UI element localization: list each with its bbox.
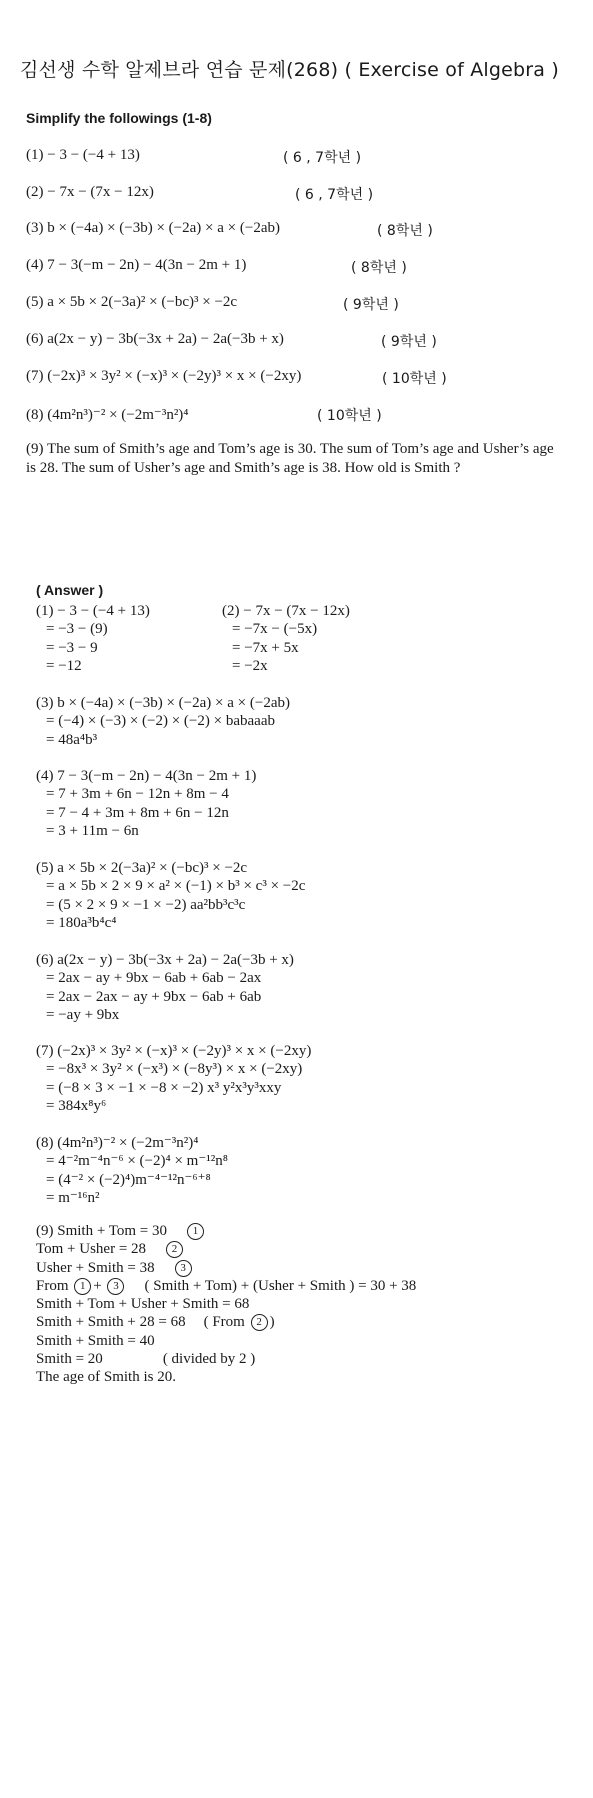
answer-step: = −3 − 9 (46, 639, 98, 656)
grade-label: ( 8학년 ) (351, 260, 407, 276)
answer-8 (36, 1134, 228, 1207)
answer-step: = (4⁻² × (−2)⁴)m⁻⁴⁻¹²n⁻⁶⁺⁸ (46, 1171, 211, 1188)
circled-number-2: 2 (166, 1241, 183, 1258)
circled-number-1: 1 (74, 1278, 91, 1295)
problem-expression: a(2x − y) − 3b(−3x + 2a) − 2a(−3b + x) (47, 331, 284, 347)
solution-line (36, 1350, 416, 1368)
grade-label: ( 10학년 ) (382, 371, 447, 387)
problem-label: (6) (26, 331, 44, 347)
problem-expression: (−2x)³ × 3y² × (−x)³ × (−2y)³ × x × (−2xy) (47, 368, 302, 384)
answer-head: (1) − 3 − (−4 + 13) (36, 603, 150, 619)
answer-step: = −12 (46, 657, 82, 674)
note-divided: ( divided by 2 ) (162, 1351, 256, 1368)
problem-expression: b × (−4a) × (−3b) × (−2a) × a × (−2ab) (47, 220, 280, 236)
answer-step: = 2ax − ay + 9bx − 6ab + 6ab − 2ax (46, 970, 262, 987)
problem-expression: a × 5b × 2(−3a)² × (−bc)³ × −2c (47, 294, 238, 310)
problem-label: (8) (26, 407, 44, 423)
note-from: ( From (203, 1314, 245, 1331)
grade-label: ( 6 , 7학년 ) (295, 187, 374, 203)
problem-label: (7) (26, 368, 44, 384)
answer-4 (36, 767, 256, 840)
answer-head: (4) 7 − 3(−m − 2n) − 4(3n − 2m + 1) (36, 768, 257, 784)
answer-6 (36, 951, 294, 1024)
problem-6 (26, 331, 284, 348)
circled-number-3: 3 (107, 1278, 124, 1295)
answer-head: (3) b × (−4a) × (−3b) × (−2a) × a × (−2ab) (36, 695, 290, 711)
solution-line (36, 1222, 416, 1240)
solution-line (36, 1313, 416, 1331)
from-word: From (36, 1277, 69, 1294)
equation-2: Tom + Usher = 28 (36, 1241, 147, 1258)
answer-step: = 48a⁴b³ (46, 731, 98, 748)
solution-line: Smith + Smith = 40 (36, 1332, 155, 1349)
instruction-heading: Simplify the followings (1-8) (26, 110, 212, 126)
substituted-equation: Smith + Smith + 28 = 68 (36, 1314, 186, 1331)
problem-1 (26, 147, 140, 164)
note-close: ) (269, 1314, 275, 1331)
answer-step: = −3 − (9) (46, 621, 108, 638)
answer-head: (2) − 7x − (7x − 12x) (222, 603, 350, 619)
grade-label: ( 8학년 ) (377, 223, 433, 239)
answer-step: = a × 5b × 2 × 9 × a² × (−1) × b³ × c³ × −2c (46, 878, 306, 895)
answer-3 (36, 694, 290, 749)
answer-step: = 384x⁸y⁶ (46, 1097, 107, 1114)
answer-head: (8) (4m²n³)⁻² × (−2m⁻³n²)⁴ (36, 1135, 199, 1151)
answer-head: (7) (−2x)³ × 3y² × (−x)³ × (−2y)³ × x × (−2xy) (36, 1043, 312, 1059)
answer-5 (36, 859, 305, 932)
answer-step: = 2ax − 2ax − ay + 9bx − 6ab + 6ab (46, 988, 262, 1005)
problem-label: (1) (26, 147, 44, 163)
answer-head: (6) a(2x − y) − 3b(−3x + 2a) − 2a(−3b + x) (36, 952, 294, 968)
problem-expression: 7 − 3(−m − 2n) − 4(3n − 2m + 1) (47, 257, 247, 273)
solution-line (36, 1240, 416, 1258)
answer-step: = −7x + 5x (232, 639, 299, 656)
result-equation: Smith = 20 (36, 1351, 103, 1368)
plus-sign: + (93, 1277, 102, 1294)
solution-line (36, 1259, 416, 1277)
grade-label: ( 9학년 ) (381, 334, 437, 350)
grade-label: ( 9학년 ) (343, 297, 399, 313)
answer-1 (36, 602, 150, 675)
problem-4 (26, 257, 246, 274)
answer-step: = 7 + 3m + 6n − 12n + 8m − 4 (46, 786, 229, 803)
grade-label: ( 10학년 ) (317, 408, 382, 424)
problem-8 (26, 405, 189, 424)
problem-label: (5) (26, 294, 44, 310)
circled-number-2: 2 (251, 1314, 268, 1331)
problem-3 (26, 220, 280, 237)
problem-5 (26, 294, 237, 311)
answer-step: = −2x (232, 657, 268, 674)
solution-line (36, 1277, 416, 1295)
problem-7 (26, 368, 301, 385)
sum-equation: ( Smith + Tom) + (Usher + Smith ) = 30 + 38 (144, 1277, 417, 1294)
answer-step: = 3 + 11m − 6n (46, 822, 139, 839)
answer-2 (222, 602, 350, 675)
problem-2 (26, 184, 154, 201)
page-title: 김선생 수학 알제브라 연습 문제(268) ( Exercise of Algebra ) (20, 59, 559, 81)
problem-label: (2) (26, 184, 44, 200)
answer-step: = (5 × 2 × 9 × −1 × −2) aa²bb³c³c (46, 896, 246, 913)
final-answer: The age of Smith is 20. (36, 1369, 176, 1386)
answer-step: = (−8 × 3 × −1 × −8 × −2) x³ y²x³y³xxy (46, 1079, 282, 1096)
word-problem-9: (9) The sum of Smith’s age and Tom’s age is 30. The sum of Tom’s age and Usher’s age is 28. The sum of Usher’s age and Smith’s age is 38. How old is Smith ? (26, 441, 554, 476)
problem-expression: − 3 − (−4 + 13) (47, 147, 140, 163)
answer-heading: ( Answer ) (36, 582, 104, 598)
equation-1: (9) Smith + Tom = 30 (36, 1223, 168, 1239)
answer-step: = (−4) × (−3) × (−2) × (−2) × babaaab (46, 713, 275, 730)
answer-step: = −7x − (−5x) (232, 621, 318, 638)
answer-7 (36, 1042, 311, 1115)
equation-3: Usher + Smith = 38 (36, 1259, 155, 1276)
answer-head: (5) a × 5b × 2(−3a)² × (−bc)³ × −2c (36, 860, 248, 876)
answer-9 (36, 1222, 416, 1387)
problem-label: (3) (26, 220, 44, 236)
answer-step: = −ay + 9bx (46, 1006, 120, 1023)
answer-step: = 4⁻²m⁻⁴n⁻⁶ × (−2)⁴ × m⁻¹²n⁸ (46, 1153, 228, 1170)
circled-number-1: 1 (187, 1223, 204, 1240)
problem-expression: (4m²n³)⁻² × (−2m⁻³n²)⁴ (47, 407, 189, 423)
circled-number-3: 3 (175, 1260, 192, 1277)
answer-step: = −8x³ × 3y² × (−x³) × (−8y³) × x × (−2xy) (46, 1061, 303, 1078)
answer-step: = 7 − 4 + 3m + 8m + 6n − 12n (46, 804, 229, 821)
answer-step: = m⁻¹⁶n² (46, 1189, 100, 1206)
problem-label: (4) (26, 257, 44, 273)
grade-label: ( 6 , 7학년 ) (283, 150, 362, 166)
answer-step: = 180a³b⁴c⁴ (46, 914, 117, 931)
solution-line: Smith + Tom + Usher + Smith = 68 (36, 1296, 250, 1313)
problem-expression: − 7x − (7x − 12x) (47, 184, 154, 200)
